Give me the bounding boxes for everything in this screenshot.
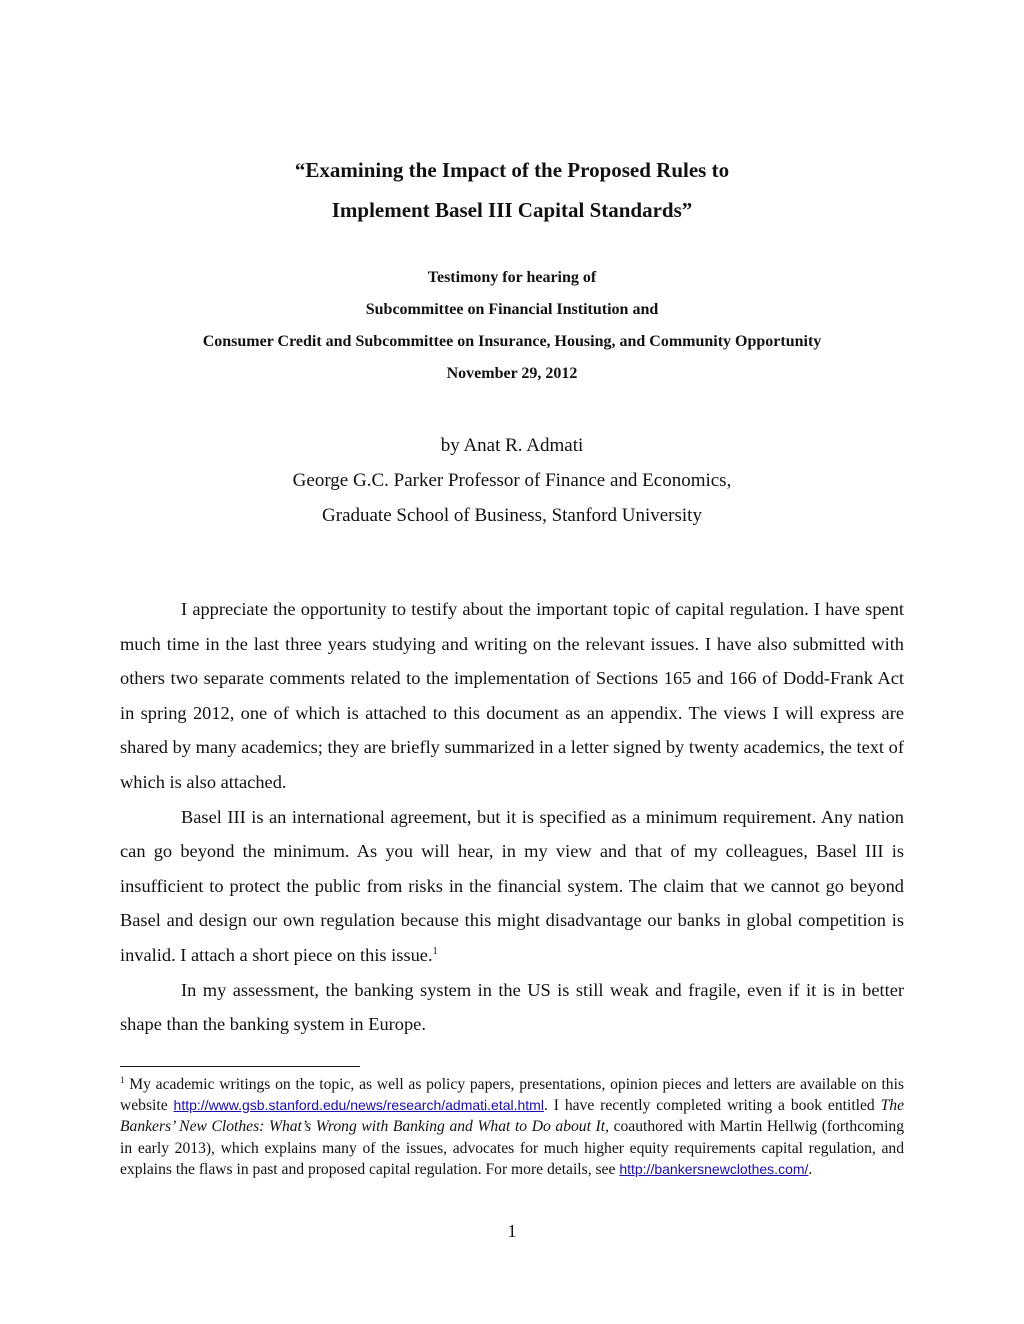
author-position: George G.C. Parker Professor of Finance and Economics, [292,470,732,491]
footnote-divider [120,1066,360,1067]
paragraph-1 [120,592,904,800]
footnote-reference[interactable]: 1 [432,945,438,957]
hearing-info [0,262,1024,390]
paragraph-3 [120,973,904,1042]
author-byline: by Anat R. Admati [440,435,584,456]
paragraph-1-text: I appreciate the opportunity to testify about the important topic of capital regulation. I have spent much time in the last three years studying and writing on the relevant issues. I have also submitted with others two separate comments related to the implementation of Sections 165 and 166 of Dodd-Frank Act in spring 2012, one of which is attached to this document as an appendix. The views I will express are shared by many academics; they are briefly summarized in a letter signed by twenty academics, the text of which is also attached. [120,599,904,792]
paragraph-2 [120,800,904,973]
footnote-text-d: . [808,1160,813,1178]
footnote-text-a: My academic writings on the topic, as well as policy papers, presentations, opinion pieces and letters are available on this website [120,1076,904,1115]
body-text [120,592,904,1042]
author-affiliation: Graduate School of Business, Stanford University [322,505,702,526]
hearing-line-3: Consumer Credit and Subcommittee on Insurance, Housing, and Community Opportunity [202,333,822,350]
paragraph-3-text: In my assessment, the banking system in the US is still weak and fragile, even if it is in better shape than the banking system in Europe. [120,979,904,1035]
hearing-date: November 29, 2012 [446,365,578,382]
footnote-marker: 1 [120,1074,125,1085]
page-number: 1 [507,1221,517,1241]
footnote-text-b: . I have recently completed writing a book entitled [543,1097,875,1115]
title-line-2: Implement Basel III Capital Standards” [331,198,693,222]
footnote-text-c: , coauthored with Martin Hellwig (forthcoming in early 2013), which explains many of the issues, advocates for much higher equity requirements capital regulation, and explains the flaws in past and proposed capital regulation. For more details, see [120,1118,904,1178]
footnote-link-gsb[interactable]: http://www.gsb.stanford.edu/news/research/admati.etal.html [173,1097,544,1114]
title-line-1: “Examining the Impact of the Proposed Rules to [294,158,730,182]
document-title [0,150,1024,230]
hearing-line-1: Testimony for hearing of [427,269,597,286]
hearing-line-2: Subcommittee on Financial Institution and [365,301,659,318]
footnote-link-bankersnewclothes[interactable]: http://bankersnewclothes.com/ [619,1160,809,1177]
author-block [0,428,1024,533]
footnote [120,1074,904,1180]
footnote-book-title: The Bankers’ New Clothes: What’s Wrong with Banking and What to Do about It [120,1097,904,1136]
paragraph-2-text: Basel III is an international agreement, but it is specified as a minimum requirement. Any nation can go beyond the minimum. As you will hear, in my view and that of my colleagues, Basel III is insufficient to protect the public from risks in the financial system. The claim that we cannot go beyond Basel and design our own regulation because this might disadvantage our banks in global competition is invalid. I attach a short piece on this issue. [120,806,904,965]
